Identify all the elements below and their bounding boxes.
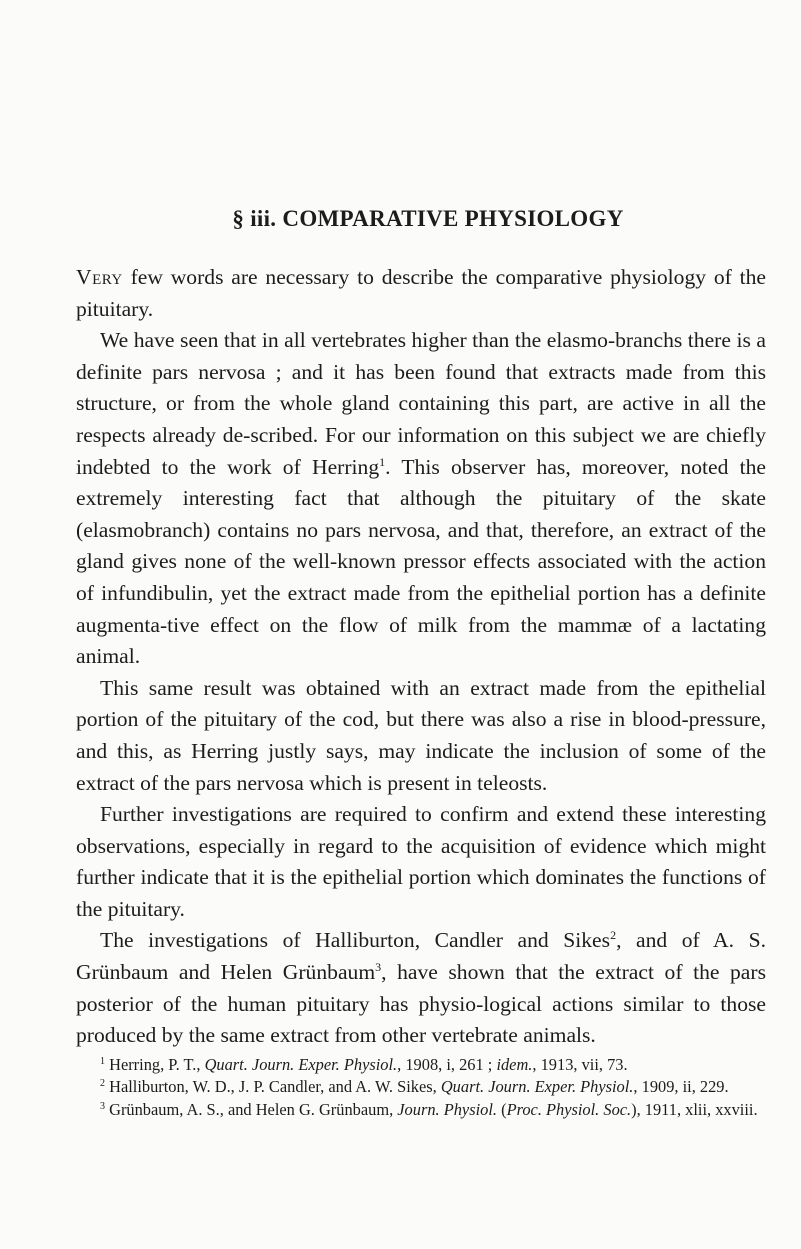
section-number: § iii. xyxy=(232,206,277,231)
footnote-journal: Journ. Physiol. xyxy=(397,1099,497,1119)
paragraph-lead-word: Very xyxy=(76,265,123,289)
footnote-number: 3 xyxy=(100,1100,105,1112)
paragraph-2-text-b: . This observer has, moreover, noted the extremely interesting fact that although the pituitary of the skate (elasmobranch) contains no pars nervosa, and that, therefore, an extract of the gland gives none of the well-known pressor effects associated with the action of infundibulin, yet the extract made from the epithelial portion has a definite augmenta-tive effect on the flow of milk from the mammæ of a lactating animal. xyxy=(76,454,766,669)
paragraph-5-text-b: , and of A. S. Grünbaum and Helen Grünbaum xyxy=(76,928,767,985)
footnote-citation: , 1909, ii, 229. xyxy=(633,1077,729,1097)
footnote-idem: idem. xyxy=(496,1054,533,1074)
footnote-citation: , 1908, i, 261 ; xyxy=(397,1054,493,1074)
footnote-author: Herring, P. T., xyxy=(109,1054,201,1074)
paragraph-3-text: This same result was obtained with an extract made from the epithelial portion of the pituitary of the cod, but there was also a rise in blood-pressure, and this, as Herring justly says, may indicate the inclusion of some of the extract of the pars nervosa which is present in teleosts. xyxy=(76,675,766,795)
footnote-journal: Quart. Journ. Exper. Physiol. xyxy=(440,1077,634,1097)
paragraph-4-text: Further investigations are required to confirm and extend these interesting observations, especially in regard to the acquisition of evidence which might further indicate that it is the epithelial portion which dominates the functions of the pituitary. xyxy=(76,802,766,921)
footnote-number: 2 xyxy=(100,1078,105,1090)
footnote-number: 1 xyxy=(100,1055,105,1067)
footnote-ref-2[interactable]: 2 xyxy=(610,928,617,943)
footnote-author: Grünbaum, A. S., and Helen G. Grünbaum, xyxy=(109,1099,394,1119)
paragraph-2 xyxy=(76,325,766,673)
paragraph-5-text-c: , have shown that the extract of the pars posterior of the human pituitary has physio-logical actions similar to those produced by the same extract from other vertebrate animals. xyxy=(76,960,766,1048)
footnote-paren-open: ( xyxy=(501,1099,507,1119)
footnote-2 xyxy=(76,1076,766,1099)
footnote-journal: Quart. Journ. Exper. Physiol. xyxy=(204,1054,398,1074)
paragraph-4 xyxy=(76,799,766,925)
paragraph-5 xyxy=(76,925,766,1051)
footnote-author: Halliburton, W. D., J. P. Candler, and A. W. Sikes, xyxy=(109,1077,437,1097)
footnote-ref-3[interactable]: 3 xyxy=(375,960,382,975)
body-text xyxy=(76,262,766,1052)
paragraph-3 xyxy=(76,673,766,799)
footnote-journal-2: Proc. Physiol. Soc. xyxy=(506,1099,632,1119)
paragraph-5-text-a: The investigations of Halliburton, Candler and Sikes xyxy=(100,928,611,953)
footnote-citation-2: , 1913, vii, 73. xyxy=(532,1054,628,1074)
footnotes xyxy=(76,1054,766,1122)
footnote-ref-1[interactable]: 1 xyxy=(379,454,386,469)
section-heading xyxy=(76,206,766,232)
paragraph-2-text-a: We have seen that in all vertebrates higher than the elasmo-branchs there is a definite pars nervosa ; and it has been found that extracts made from this structure, or from the whole gland containing this part, are active in all the respects already de-scribed. For our information on this subject we are chiefly indebted to the work of Herring xyxy=(76,328,766,479)
footnote-3 xyxy=(76,1099,766,1122)
footnote-1 xyxy=(76,1054,766,1077)
section-title: COMPARATIVE PHYSIOLOGY xyxy=(282,206,624,231)
paragraph-1 xyxy=(76,262,766,325)
page-content xyxy=(76,206,766,1121)
footnote-citation: ), 1911, xlii, xxviii. xyxy=(631,1099,758,1119)
paragraph-1-text: few words are necessary to describe the comparative physiology of the pituitary. xyxy=(76,265,766,321)
